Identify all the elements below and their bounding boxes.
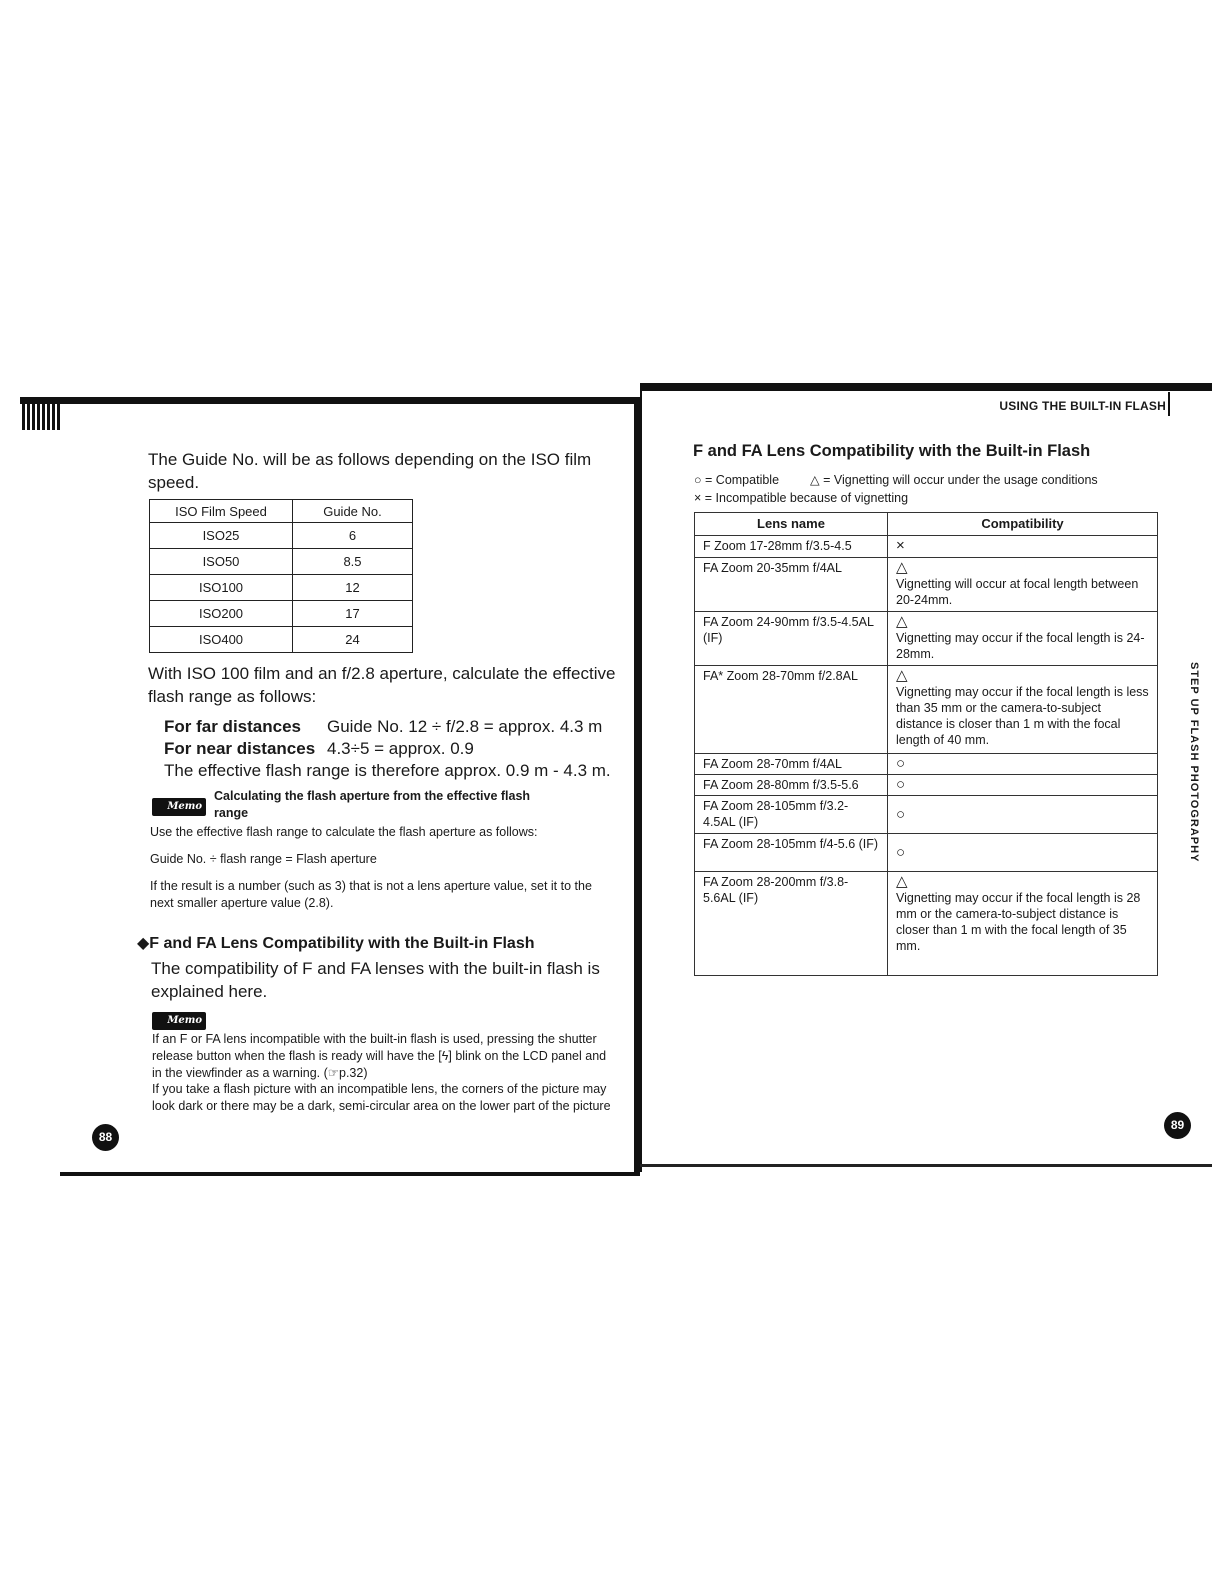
compat-mark: △: [896, 667, 908, 684]
compat-cell: [888, 666, 1158, 754]
far-value: Guide No. 12 ÷ f/2.8 = approx. 4.3 m: [327, 717, 603, 736]
guide-cell: 8.5: [293, 549, 413, 575]
compat-cell: [888, 612, 1158, 666]
table-row: [695, 536, 1158, 558]
table-row: [695, 796, 1158, 834]
memo-icon: Memo: [152, 1012, 206, 1030]
memo2-paragraph-1: If an F or FA lens incompatible with the built-in flash is used, pressing the shutter release button when the flash is ready will have the [ϟ] blink on the LCD panel and in the viewfinder as a warning. (☞p.32): [152, 1032, 607, 1080]
compat-mark: ○: [896, 843, 906, 861]
page-number-right: 89: [1164, 1112, 1191, 1139]
compat-mark: ×: [896, 537, 905, 554]
section-body: The compatibility of F and FA lenses with the built-in flash is explained here.: [151, 959, 600, 1001]
guide-cell: 12: [293, 575, 413, 601]
header-edge-bar: [1168, 392, 1170, 416]
table-row: [150, 523, 413, 549]
section-title: ◆F and FA Lens Compatibility with the Built-in Flash: [137, 935, 535, 952]
compat-cell: [888, 872, 1158, 976]
legend-compatible: ○ = Compatible: [694, 473, 780, 487]
lens-compatibility-table: [694, 512, 1158, 976]
far-distance-line: [164, 716, 602, 738]
table-row: [695, 754, 1158, 775]
memo1-title: [214, 788, 614, 822]
legend-incompatible: × = Incompatible because of vignetting: [694, 491, 909, 505]
compat-mark: ○: [896, 776, 906, 793]
bottom-rule-left: [60, 1172, 640, 1176]
top-rule-left: [20, 397, 640, 404]
compat-mark: △: [896, 873, 908, 890]
iso-cell: ISO25: [150, 523, 293, 549]
lens-name-cell: FA Zoom 28-70mm f/4AL: [695, 754, 888, 775]
compat-note: Vignetting will occur at focal length between 20-24mm.: [896, 577, 1139, 607]
compat-note: Vignetting may occur if the focal length is less than 35 mm or the camera-to-subject distance is closer than 1 m with the focal length of 40 mm.: [896, 685, 1149, 747]
running-header: USING THE BUILT-IN FLASH: [999, 399, 1166, 413]
lens-name-cell: FA Zoom 20-35mm f/4AL: [695, 558, 888, 612]
compat-cell: [888, 558, 1158, 612]
lens-name-cell: FA Zoom 28-105mm f/3.2-4.5AL (IF): [695, 796, 888, 834]
side-tab-label: STEP UP FLASH PHOTOGRAPHY: [1188, 662, 1200, 863]
compat-cell: [888, 834, 1158, 872]
compat-mark: ○: [896, 755, 906, 772]
header-compatibility: Compatibility: [888, 513, 1158, 536]
compat-mark: △: [896, 559, 908, 576]
compat-mark: △: [896, 613, 908, 630]
table-row: [150, 549, 413, 575]
legend-line1: [694, 472, 1098, 489]
page-number-left: 88: [92, 1124, 119, 1151]
near-label: For near distances: [164, 739, 316, 758]
table-row: [695, 666, 1158, 754]
header-guide: Guide No.: [293, 500, 413, 523]
table-row: [695, 775, 1158, 796]
lens-name-cell: FA Zoom 28-80mm f/3.5-5.6: [695, 775, 888, 796]
compat-note: Vignetting may occur if the focal length is 24-28mm.: [896, 631, 1145, 661]
table-row: [150, 627, 413, 653]
bottom-rule-right: [640, 1164, 1212, 1167]
compat-mark: ○: [896, 805, 906, 823]
near-value: 4.3÷5 = approx. 0.9: [327, 739, 474, 758]
memo-icon: Memo: [152, 798, 206, 816]
iso-cell: ISO50: [150, 549, 293, 575]
table-header-row: [150, 500, 413, 523]
calc-intro: With ISO 100 film and an f/2.8 aperture, calculate the effective flash range as follows:: [148, 664, 616, 706]
compat-note: Vignetting may occur if the focal length is 28 mm or the camera-to-subject distance is closer than 1 m with the focal length of 35 mm.: [896, 891, 1141, 953]
effective-range: The effective flash range is therefore approx. 0.9 m - 4.3 m.: [164, 761, 611, 780]
top-rule-right: [640, 383, 1212, 391]
compat-cell: [888, 796, 1158, 834]
page-spine-right: [640, 391, 642, 1172]
guide-cell: 6: [293, 523, 413, 549]
memo1-paragraph-2: Guide No. ÷ flash range = Flash aperture: [150, 852, 377, 866]
memo1-paragraph-3: If the result is a number (such as 3) that is not a lens aperture value, set it to the next smaller aperture value (2.8).: [150, 879, 592, 910]
corner-registration-mark: [22, 404, 60, 430]
guide-number-table: [149, 499, 413, 653]
compat-cell: [888, 754, 1158, 775]
lens-name-cell: FA* Zoom 28-70mm f/2.8AL: [695, 666, 888, 754]
table-row: [695, 872, 1158, 976]
table-header-row: [695, 513, 1158, 536]
near-distance-line: [164, 738, 474, 760]
table-row: [695, 834, 1158, 872]
compat-cell: [888, 536, 1158, 558]
lens-name-cell: F Zoom 17-28mm f/3.5-4.5: [695, 536, 888, 558]
memo1-title-line2: range: [214, 806, 249, 820]
right-title: F and FA Lens Compatibility with the Built-in Flash: [693, 442, 1091, 460]
memo1-title-line1: Calculating the flash aperture from the effective flash: [214, 789, 531, 803]
guide-cell: 17: [293, 601, 413, 627]
table-row: [150, 601, 413, 627]
iso-cell: ISO200: [150, 601, 293, 627]
guide-intro: The Guide No. will be as follows depending on the ISO film speed.: [148, 450, 592, 492]
header-iso: ISO Film Speed: [150, 500, 293, 523]
far-label: For far distances: [164, 717, 301, 736]
table-row: [695, 558, 1158, 612]
iso-cell: ISO100: [150, 575, 293, 601]
table-row: [695, 612, 1158, 666]
table-row: [150, 575, 413, 601]
compat-cell: [888, 775, 1158, 796]
lens-name-cell: FA Zoom 24-90mm f/3.5-4.5AL (IF): [695, 612, 888, 666]
iso-cell: ISO400: [150, 627, 293, 653]
guide-cell: 24: [293, 627, 413, 653]
legend-vignetting: △ = Vignetting will occur under the usage conditions: [810, 473, 1098, 487]
header-lens-name: Lens name: [695, 513, 888, 536]
memo2-paragraph-2: If you take a flash picture with an incompatible lens, the corners of the picture may look dark or there may be a dark, semi-circular area on the lower part of the picture: [152, 1082, 611, 1113]
lens-name-cell: FA Zoom 28-200mm f/3.8-5.6AL (IF): [695, 872, 888, 976]
lens-name-cell: FA Zoom 28-105mm f/4-5.6 (IF): [695, 834, 888, 872]
memo1-paragraph-1: Use the effective flash range to calculate the flash aperture as follows:: [150, 825, 538, 839]
